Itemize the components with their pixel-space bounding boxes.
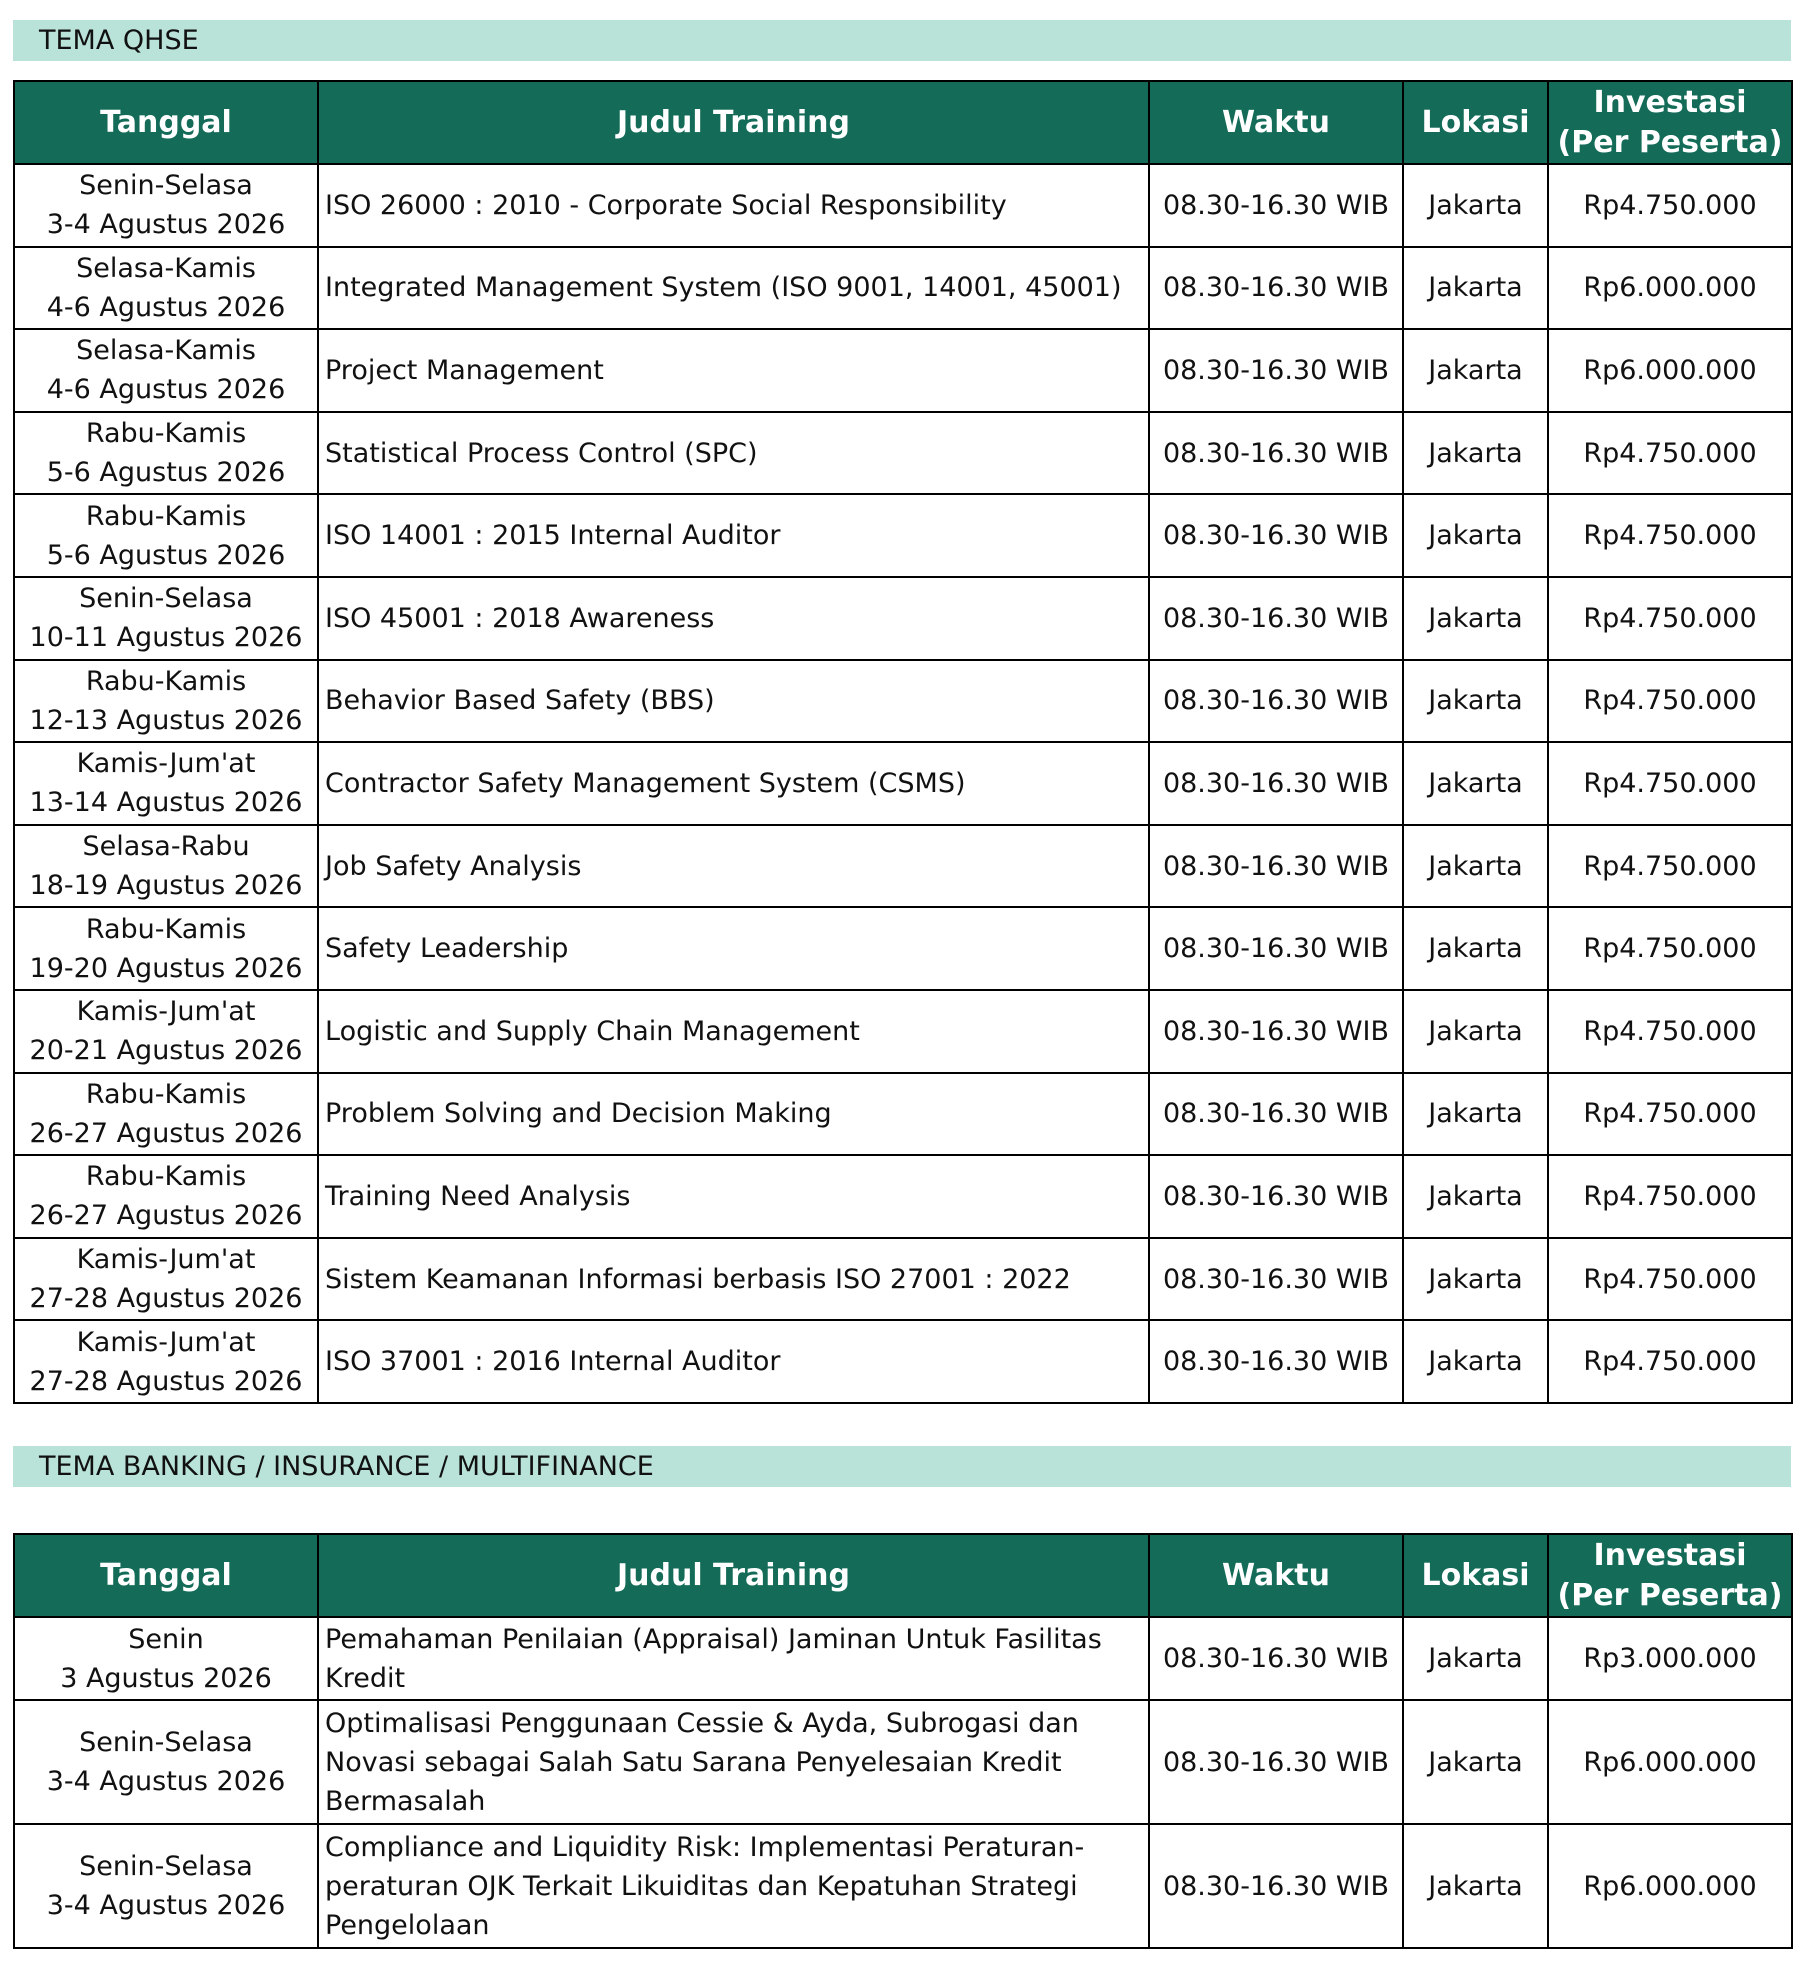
training-title: ISO 26000 : 2010 - Corporate Social Responsibility (318, 164, 1149, 247)
date-range: 4-6 Agustus 2026 (46, 291, 286, 323)
header-investasi-line2: (Per Peserta) (1557, 124, 1783, 160)
date-range: 26-27 Agustus 2026 (29, 1117, 303, 1149)
training-location: Jakarta (1403, 247, 1548, 330)
training-price: Rp6.000.000 (1548, 1700, 1792, 1824)
training-location: Jakarta (1403, 1824, 1548, 1948)
table-row (14, 412, 1792, 495)
day-range: Rabu-Kamis (85, 913, 247, 945)
training-price: Rp4.750.000 (1548, 164, 1792, 247)
training-time: 08.30-16.30 WIB (1149, 329, 1403, 412)
header-tanggal: Tanggal (14, 81, 318, 164)
training-location: Jakarta (1403, 164, 1548, 247)
date-cell (14, 660, 318, 743)
date-range: 20-21 Agustus 2026 (29, 1035, 303, 1067)
training-title: Optimalisasi Penggunaan Cessie & Ayda, Subrogasi dan Novasi sebagai Salah Satu Sarana Penyelesaian Kredit Bermasalah (318, 1700, 1149, 1824)
date-cell (14, 1617, 318, 1700)
date-cell (14, 907, 318, 990)
training-time: 08.30-16.30 WIB (1149, 1320, 1403, 1403)
training-price: Rp4.750.000 (1548, 990, 1792, 1073)
date-range: 4-6 Agustus 2026 (46, 374, 286, 406)
date-cell (14, 1155, 318, 1238)
training-price: Rp4.750.000 (1548, 577, 1792, 660)
date-range: 5-6 Agustus 2026 (46, 457, 286, 489)
training-location: Jakarta (1403, 1617, 1548, 1700)
table-row (14, 164, 1792, 247)
training-title: Statistical Process Control (SPC) (318, 412, 1149, 495)
training-price: Rp4.750.000 (1548, 494, 1792, 577)
header-waktu: Waktu (1149, 1534, 1403, 1617)
date-range: 27-28 Agustus 2026 (29, 1283, 303, 1315)
training-time: 08.30-16.30 WIB (1149, 247, 1403, 330)
training-time: 08.30-16.30 WIB (1149, 825, 1403, 908)
header-row (14, 81, 1792, 164)
date-range: 3-4 Agustus 2026 (46, 1766, 286, 1797)
training-location: Jakarta (1403, 742, 1548, 825)
training-title: Job Safety Analysis (318, 825, 1149, 908)
header-investasi-line2: (Per Peserta) (1557, 1577, 1783, 1613)
training-location: Jakarta (1403, 1700, 1548, 1824)
training-title: Integrated Management System (ISO 9001, 14001, 45001) (318, 247, 1149, 330)
table-row (14, 742, 1792, 825)
date-cell (14, 247, 318, 330)
training-location: Jakarta (1403, 412, 1548, 495)
training-time: 08.30-16.30 WIB (1149, 1617, 1403, 1700)
table-row (14, 907, 1792, 990)
training-location: Jakarta (1403, 494, 1548, 577)
training-location: Jakarta (1403, 990, 1548, 1073)
table-row (14, 1824, 1792, 1948)
schedule-table-banking (13, 1533, 1793, 1949)
table-row (14, 1155, 1792, 1238)
training-title: ISO 14001 : 2015 Internal Auditor (318, 494, 1149, 577)
training-price: Rp6.000.000 (1548, 247, 1792, 330)
header-lokasi: Lokasi (1403, 81, 1548, 164)
training-price: Rp4.750.000 (1548, 742, 1792, 825)
header-investasi-line1: Investasi (1593, 1537, 1747, 1573)
training-title: Safety Leadership (318, 907, 1149, 990)
training-location: Jakarta (1403, 1073, 1548, 1156)
training-title: Behavior Based Safety (BBS) (318, 660, 1149, 743)
table-row (14, 577, 1792, 660)
day-range: Kamis-Jum'at (76, 748, 256, 780)
date-range: 26-27 Agustus 2026 (29, 1200, 303, 1232)
date-cell (14, 1320, 318, 1403)
training-location: Jakarta (1403, 329, 1548, 412)
training-title: Pemahaman Penilaian (Appraisal) Jaminan Untuk Fasilitas Kredit (318, 1617, 1149, 1700)
date-range: 19-20 Agustus 2026 (29, 952, 303, 984)
training-location: Jakarta (1403, 660, 1548, 743)
training-time: 08.30-16.30 WIB (1149, 1073, 1403, 1156)
schedule-table-qhse (13, 80, 1793, 1404)
training-time: 08.30-16.30 WIB (1149, 907, 1403, 990)
training-time: 08.30-16.30 WIB (1149, 990, 1403, 1073)
date-range: 10-11 Agustus 2026 (29, 622, 303, 654)
training-price: Rp4.750.000 (1548, 907, 1792, 990)
day-range: Senin-Selasa (79, 1727, 253, 1758)
training-location: Jakarta (1403, 907, 1548, 990)
date-cell (14, 1073, 318, 1156)
training-location: Jakarta (1403, 577, 1548, 660)
training-title: Project Management (318, 329, 1149, 412)
date-range: 27-28 Agustus 2026 (29, 1365, 303, 1397)
training-title: ISO 37001 : 2016 Internal Auditor (318, 1320, 1149, 1403)
day-range: Senin (128, 1623, 204, 1655)
training-time: 08.30-16.30 WIB (1149, 577, 1403, 660)
table-row (14, 329, 1792, 412)
day-range: Selasa-Kamis (76, 252, 256, 284)
section-title-qhse: TEMA QHSE (13, 20, 1791, 61)
table-row (14, 494, 1792, 577)
date-range: 13-14 Agustus 2026 (29, 787, 303, 819)
training-price: Rp4.750.000 (1548, 1155, 1792, 1238)
header-judul-training: Judul Training (318, 1534, 1149, 1617)
training-price: Rp4.750.000 (1548, 1320, 1792, 1403)
day-range: Rabu-Kamis (85, 665, 247, 697)
date-cell (14, 1824, 318, 1948)
table-row (14, 825, 1792, 908)
date-cell (14, 412, 318, 495)
date-cell (14, 577, 318, 660)
day-range: Kamis-Jum'at (76, 1244, 256, 1276)
training-title: Sistem Keamanan Informasi berbasis ISO 27001 : 2022 (318, 1238, 1149, 1321)
training-title: Contractor Safety Management System (CSMS) (318, 742, 1149, 825)
training-price: Rp3.000.000 (1548, 1617, 1792, 1700)
table-row (14, 1073, 1792, 1156)
training-price: Rp4.750.000 (1548, 660, 1792, 743)
training-price: Rp6.000.000 (1548, 329, 1792, 412)
day-range: Senin-Selasa (79, 170, 253, 202)
header-investasi (1548, 81, 1792, 164)
header-investasi-line1: Investasi (1593, 84, 1747, 120)
table-row (14, 247, 1792, 330)
table-row (14, 1238, 1792, 1321)
header-waktu: Waktu (1149, 81, 1403, 164)
table-row (14, 1617, 1792, 1700)
training-time: 08.30-16.30 WIB (1149, 1155, 1403, 1238)
training-price: Rp4.750.000 (1548, 1073, 1792, 1156)
training-title: Compliance and Liquidity Risk: Implementasi Peraturan-peraturan OJK Terkait Likuiditas dan Kepatuhan Strategi Pengelolaan (318, 1824, 1149, 1948)
date-cell (14, 1700, 318, 1824)
header-lokasi: Lokasi (1403, 1534, 1548, 1617)
date-cell (14, 825, 318, 908)
section-title-banking: TEMA BANKING / INSURANCE / MULTIFINANCE (13, 1446, 1791, 1487)
date-cell (14, 329, 318, 412)
day-range: Rabu-Kamis (85, 500, 247, 532)
day-range: Rabu-Kamis (85, 1078, 247, 1110)
date-cell (14, 742, 318, 825)
day-range: Rabu-Kamis (85, 418, 247, 450)
header-judul-training: Judul Training (318, 81, 1149, 164)
day-range: Selasa-Rabu (82, 831, 250, 863)
table-row (14, 660, 1792, 743)
training-price: Rp4.750.000 (1548, 825, 1792, 908)
day-range: Rabu-Kamis (85, 1161, 247, 1193)
training-title: Training Need Analysis (318, 1155, 1149, 1238)
training-time: 08.30-16.30 WIB (1149, 412, 1403, 495)
training-location: Jakarta (1403, 1155, 1548, 1238)
training-time: 08.30-16.30 WIB (1149, 742, 1403, 825)
day-range: Senin-Selasa (79, 1851, 253, 1882)
table-row (14, 1700, 1792, 1824)
training-title: Problem Solving and Decision Making (318, 1073, 1149, 1156)
training-price: Rp4.750.000 (1548, 1238, 1792, 1321)
table-row (14, 990, 1792, 1073)
table-row (14, 1320, 1792, 1403)
training-title: Logistic and Supply Chain Management (318, 990, 1149, 1073)
header-investasi (1548, 1534, 1792, 1617)
training-price: Rp4.750.000 (1548, 412, 1792, 495)
training-location: Jakarta (1403, 825, 1548, 908)
header-tanggal: Tanggal (14, 1534, 318, 1617)
date-cell (14, 1238, 318, 1321)
day-range: Kamis-Jum'at (76, 1326, 256, 1358)
training-price: Rp6.000.000 (1548, 1824, 1792, 1948)
date-range: 5-6 Agustus 2026 (46, 539, 286, 571)
training-location: Jakarta (1403, 1238, 1548, 1321)
date-range: 3-4 Agustus 2026 (46, 1890, 286, 1921)
day-range: Senin-Selasa (79, 583, 253, 615)
training-title: ISO 45001 : 2018 Awareness (318, 577, 1149, 660)
date-range: 12-13 Agustus 2026 (29, 704, 303, 736)
training-time: 08.30-16.30 WIB (1149, 660, 1403, 743)
training-time: 08.30-16.30 WIB (1149, 1238, 1403, 1321)
date-cell (14, 494, 318, 577)
training-time: 08.30-16.30 WIB (1149, 494, 1403, 577)
training-time: 08.30-16.30 WIB (1149, 1700, 1403, 1824)
date-range: 3-4 Agustus 2026 (46, 209, 286, 241)
header-row (14, 1534, 1792, 1617)
training-time: 08.30-16.30 WIB (1149, 1824, 1403, 1948)
training-time: 08.30-16.30 WIB (1149, 164, 1403, 247)
date-cell (14, 990, 318, 1073)
date-range: 18-19 Agustus 2026 (29, 870, 303, 902)
date-range: 3 Agustus 2026 (60, 1662, 272, 1694)
training-location: Jakarta (1403, 1320, 1548, 1403)
day-range: Selasa-Kamis (76, 335, 256, 367)
day-range: Kamis-Jum'at (76, 996, 256, 1028)
date-cell (14, 164, 318, 247)
